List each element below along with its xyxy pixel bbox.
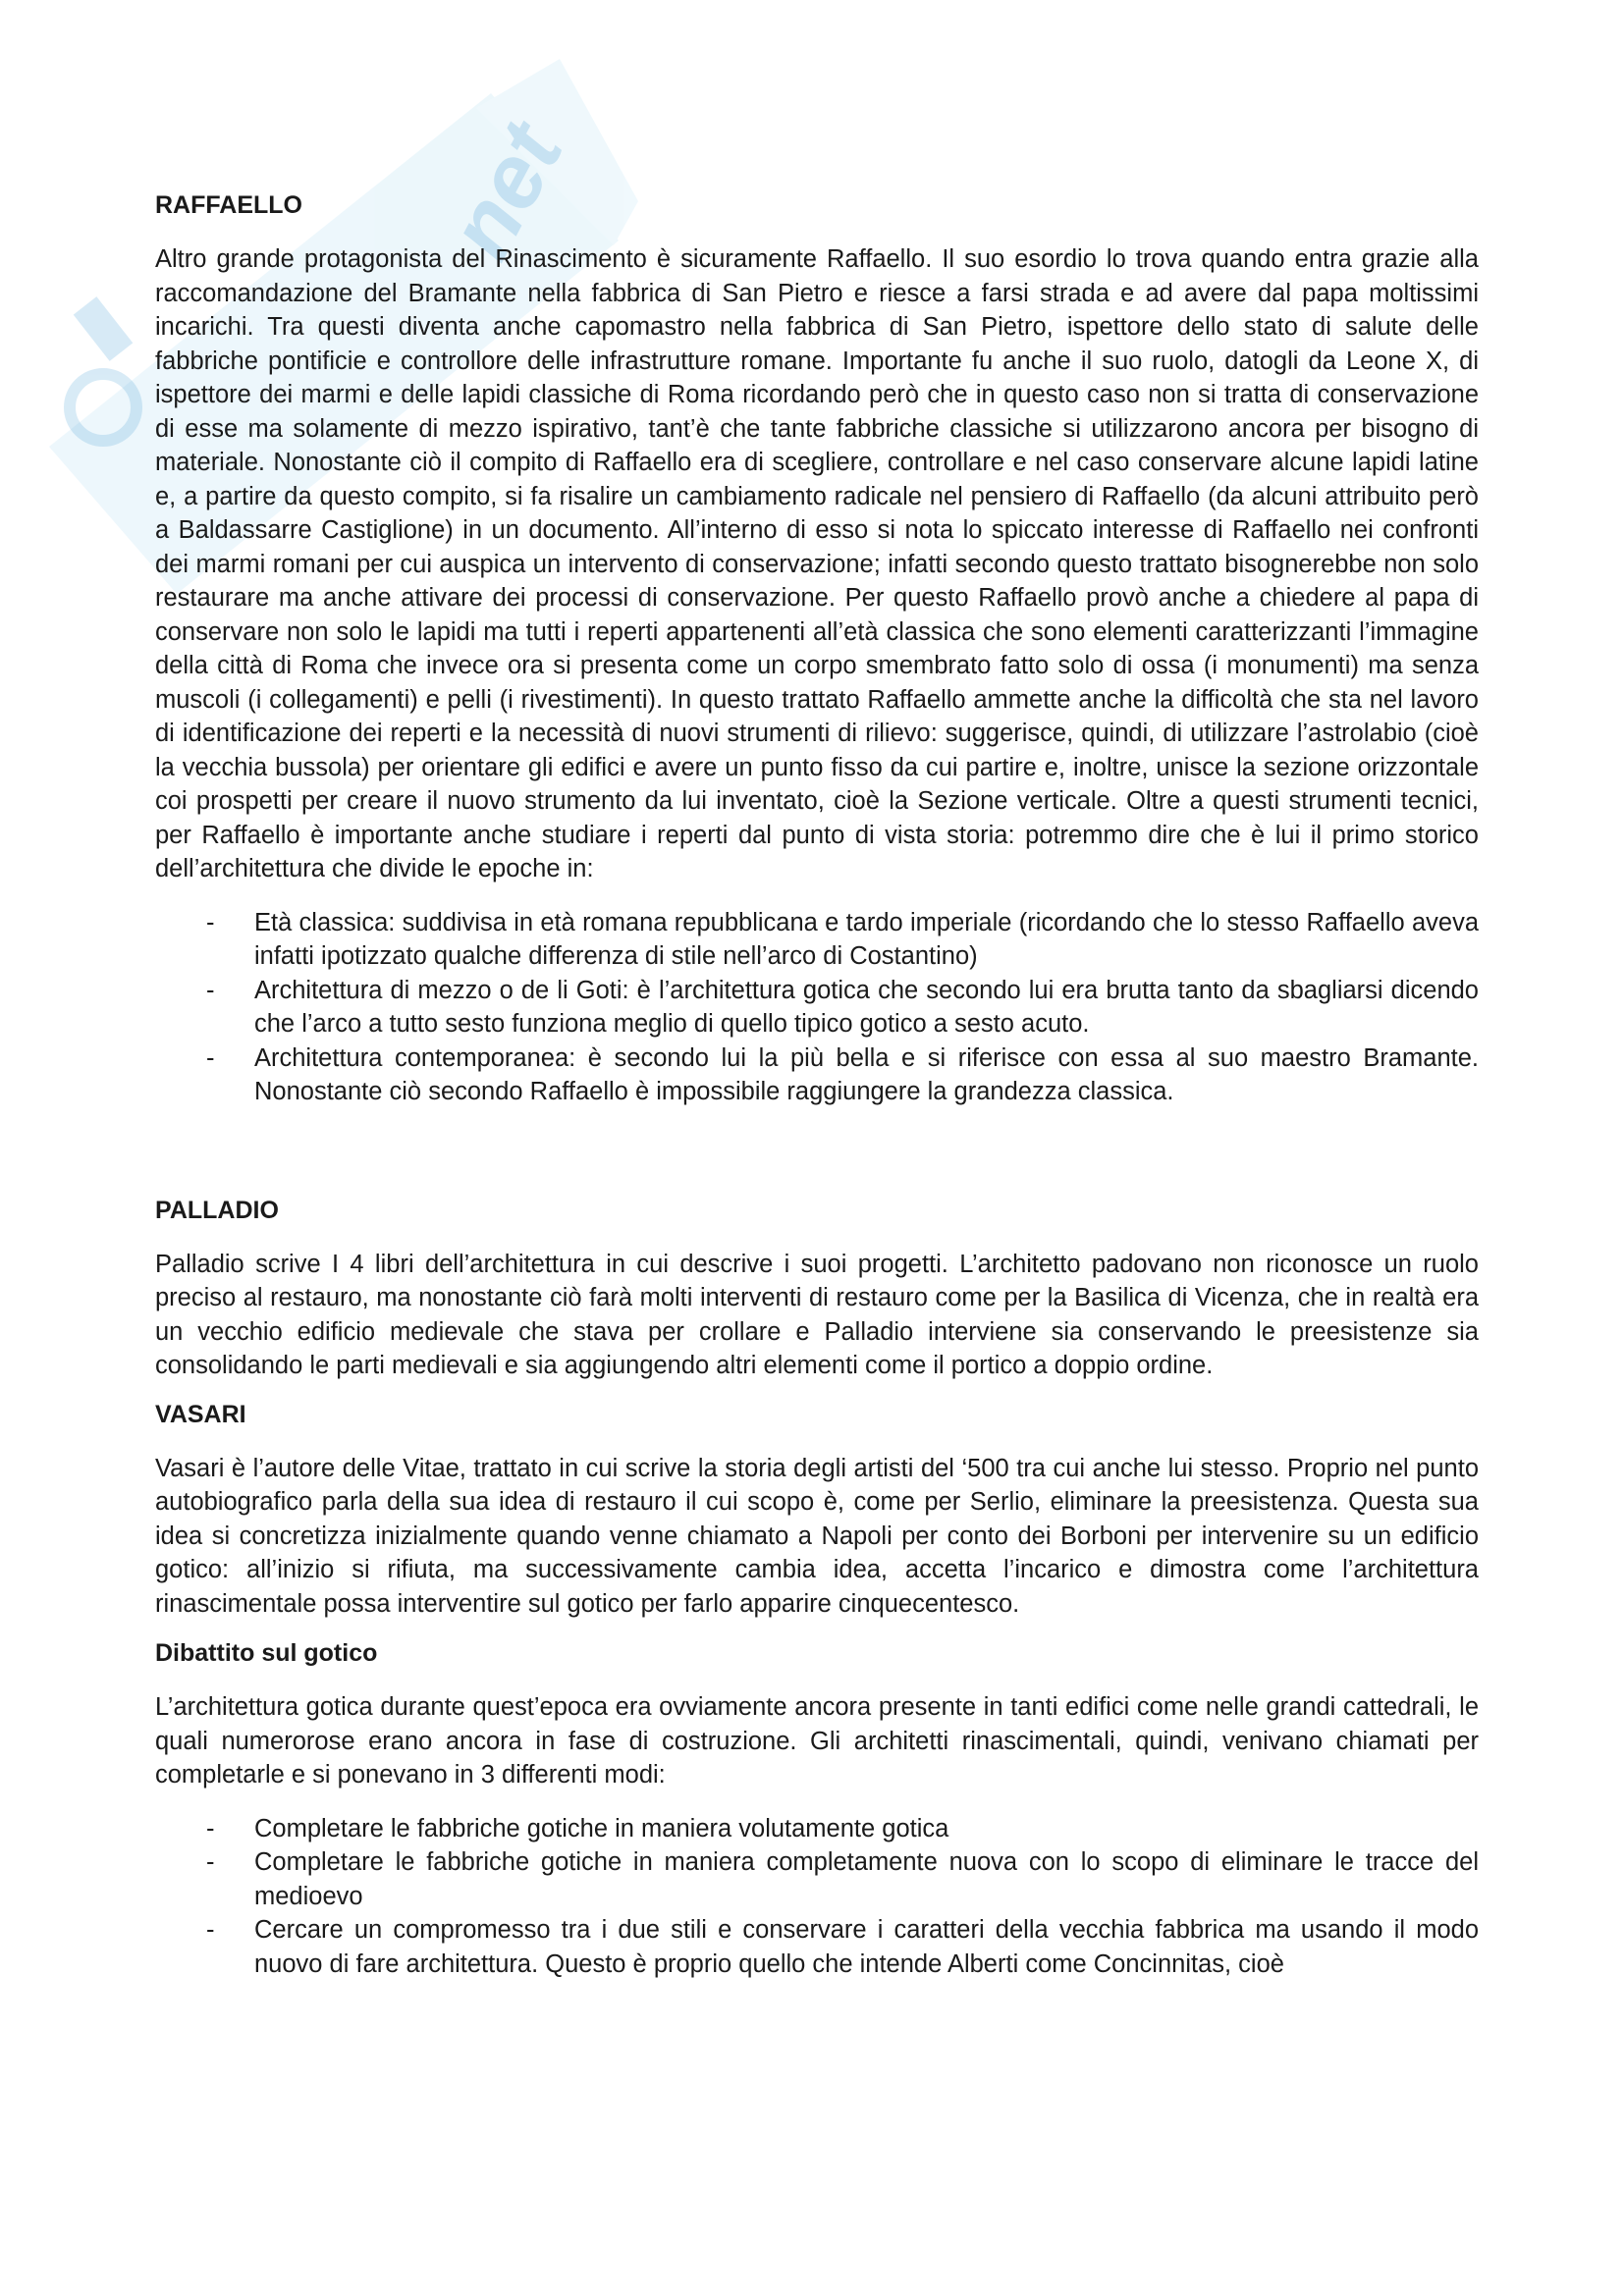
- paragraph-palladio: Palladio scrive I 4 libri dell’architettura in cui descrive i suoi progetti. L’architetto padovano non riconosce un ruolo preciso al restauro, ma nonostante ciò farà molti interventi di restauro come per la Basilica di Vicenza, che in realtà era un vecchio edificio medievale che stava per crollare e Palladio interviene sia conservando le preesistenze sia consolidando le parti medievali e sia aggiungendo altri elementi come il portico a doppio ordine.: [155, 1250, 1479, 1379]
- list-modi: [155, 1812, 1479, 1982]
- heading-palladio: PALLADIO: [155, 1196, 279, 1224]
- paragraph-vasari: Vasari è l’autore delle Vitae, trattato in cui scrive la storia degli artisti del ‘500 tra cui anche lui stesso. Proprio nel punto autobiografico parla della sua idea di restauro il cui scopo è, come per Serlio, eliminare la preesistenza. Questa sua idea si concretizza inizialmente quando venne chiamato a Napoli per conto dei Borboni per intervenire su un edificio gotico: all’inizio si rifiuta, ma successivamente cambia idea, accetta l’incarico e dimostra come l’architettura rinascimentale possa interventire sul gotico per farlo apparire cinquecentesco.: [155, 1454, 1479, 1618]
- section-raffaello: [155, 188, 1479, 1109]
- list-item: - Età classica: suddivisa in età romana repubblicana e tardo imperiale (ricordando che lo stesso Raffaello aveva infatti ipotizzato qualche differenza di stile nell’arco di Costantino): [206, 908, 1479, 970]
- heading-vasari: VASARI: [155, 1400, 246, 1428]
- section-palladio: [155, 1194, 1479, 1383]
- paragraph-dibattito-gotico: L’architettura gotica durante quest’epoca era ovviamente ancora presente in tanti edifici come nelle grandi cattedrali, le quali numerorose erano ancora in fase di costruzione. Gli architetti rinascimentali, quindi, venivano chiamati per completarle e si ponevano in 3 differenti modi:: [155, 1693, 1479, 1789]
- document-page: [155, 188, 1479, 1981]
- heading-dibattito-gotico: Dibattito sul gotico: [155, 1639, 378, 1667]
- heading-raffaello: RAFFAELLO: [155, 191, 302, 219]
- list-item: - Architettura contemporanea: è secondo lui la più bella e si riferisce con essa al suo maestro Bramante. Nonostante ciò secondo Raffaello è impossibile raggiungere la grandezza classica.: [206, 1043, 1479, 1105]
- watermark-text: net: [429, 107, 582, 275]
- section-vasari: [155, 1398, 1479, 1622]
- list-item: - Cercare un compromesso tra i due stili e conservare i caratteri della vecchia fabbrica ma usando il modo nuovo di fare architettura. Questo è proprio quello che intende Alberti come Concinnitas, cioè: [206, 1916, 1479, 1978]
- list-item: - Completare le fabbriche gotiche in maniera completamente nuova con lo scopo di eliminare le tracce del medioevo: [206, 1848, 1479, 1910]
- list-item: - Architettura di mezzo o de li Goti: è l’architettura gotica che secondo lui era brutta tanto da sbagliarsi dicendo che l’arco a tutto sesto funziona meglio di quello tipico gotico a sesto acuto.: [206, 976, 1479, 1038]
- list-item: - Completare le fabbriche gotiche in maniera volutamente gotica: [206, 1814, 949, 1842]
- list-epoche: [155, 906, 1479, 1109]
- section-dibattito-gotico: [155, 1636, 1479, 1981]
- paragraph-raffaello: Altro grande protagonista del Rinascimento è sicuramente Raffaello. Il suo esordio lo trova quando entra grazie alla raccomandazione del Bramante nella fabbrica di San Pietro e riesce a farsi strada e ad avere dal papa moltissimi incarichi. Tra questi diventa anche capomastro nella fabbrica di San Pietro, ispettore dello stato di salute delle fabbriche pontificie e controllore delle infrastrutture romane. Importante fu anche il suo ruolo, datogli da Leone X, di ispettore dei marmi e delle lapidi classiche di Roma ricordando però che in questo caso non si tratta di conservazione di esse ma solamente di mezzo ispirativo, tant’è che tante fabbriche classiche si utilizzarono ancora per bisogno di materiale. Nonostante ciò il compito di Raffaello era di scegliere, controllare e nel caso conservare alcune lapidi latine e, a partire da questo compito, si fa risalire un cambiamento radicale nel pensiero di Raffaello (da alcuni attribuito però a Baldassarre Castiglione) in un documento. All’interno di esso si nota lo spiccato interesse di Raffaello nei confronti dei marmi romani per cui auspica un intervento di conservazione; infatti secondo questo trattato bisognerebbe non solo restaurare ma anche attivare dei processi di conservazione. Per questo Raffaello provò anche a chiedere al papa di conservare non solo le lapidi ma tutti i reperti appartenenti all’età classica che sono elementi caratterizzanti l’immagine della città di Roma che invece ora si presenta come un corpo smembrato fatto solo di ossa (i monumenti) ma senza muscoli (i collegamenti) e pelli (i rivestimenti). In questo trattato Raffaello ammette anche la difficoltà che sta nel lavoro di identificazione dei reperti e la necessità di nuovi strumenti di rilievo: suggerisce, quindi, di utilizzare l’astrolabio (cioè la vecchia bussola) per orientare gli edifici e avere un punto fisso da cui partire e, inoltre, unisce la sezione orizzontale coi prospetti per creare il nuovo strumento da lui inventato, cioè la Sezione verticale. Oltre a questi strumenti tecnici, per Raffaello è importante anche studiare i reperti dal punto di vista storia: potremmo dire che è lui il primo storico dell’architettura che divide le epoche in:: [155, 245, 1479, 882]
